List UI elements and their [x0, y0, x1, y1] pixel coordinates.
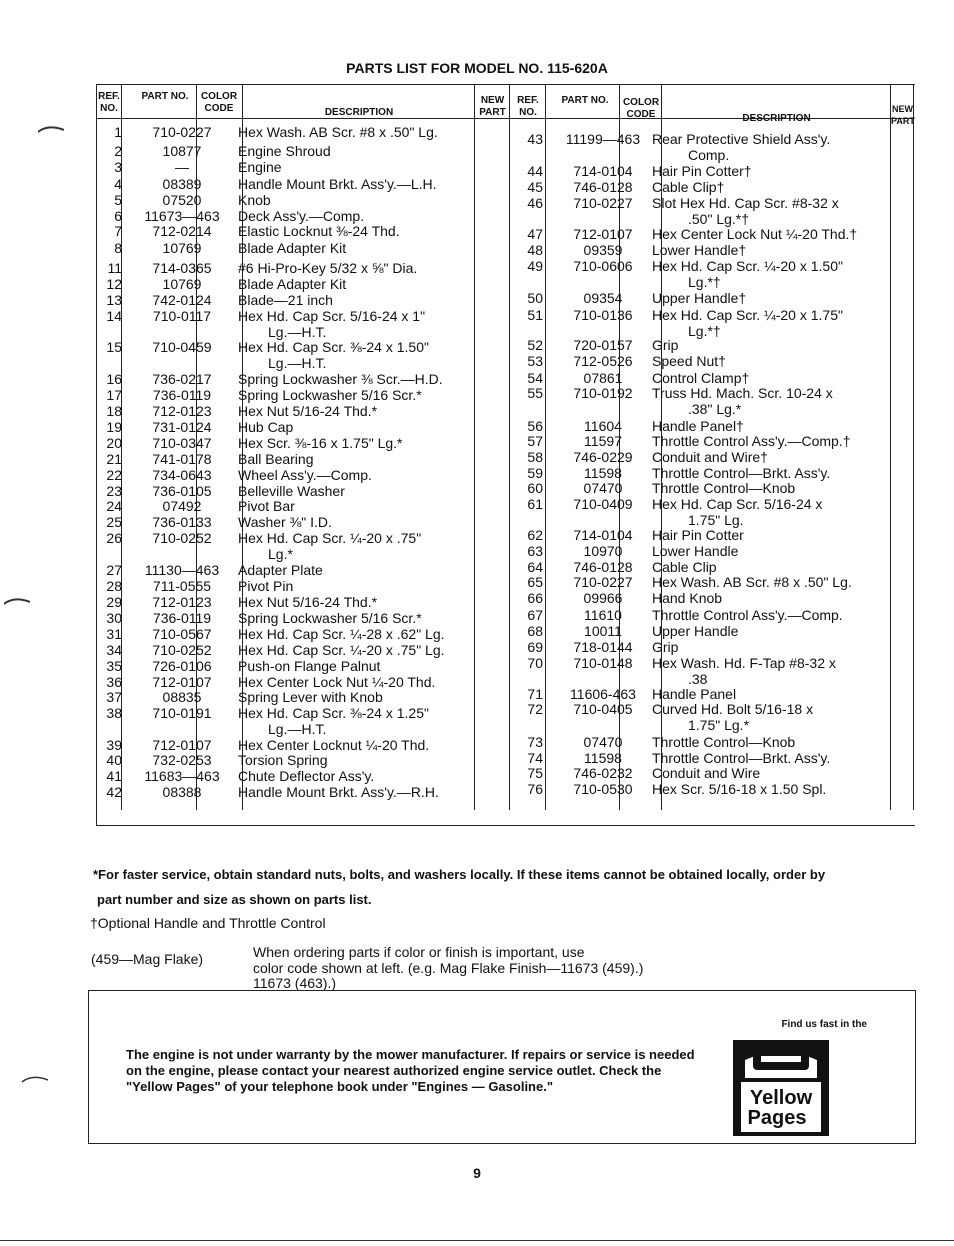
- warranty-text: The engine is not under warranty by the mower manufacturer. If repairs or service is needed: [126, 1047, 695, 1062]
- part-description: Hex Hd. Cap Scr. ¼-20 x 1.50": [652, 258, 843, 274]
- part-description: Knob: [238, 192, 271, 208]
- part-description: Handle Panel†: [652, 418, 744, 434]
- ref-number: 68: [527, 623, 543, 639]
- part-number: 08835: [162, 689, 202, 705]
- header-color: COLOR CODE: [200, 91, 238, 114]
- part-description: Ball Bearing: [238, 451, 314, 467]
- header-color: COLOR CODE: [622, 97, 660, 120]
- ref-number: 73: [527, 734, 543, 750]
- part-description: Spring Lockwasher ⅜ Scr.—H.D.: [238, 371, 443, 387]
- header-ref: REF. NO.: [98, 91, 120, 114]
- part-description: Hex Hd. Cap Scr. ¼-28 x .62" Lg.: [238, 626, 445, 642]
- part-number: 714-0365: [152, 260, 212, 276]
- part-description: #6 Hi-Pro-Key 5/32 x ⅝" Dia.: [238, 260, 418, 276]
- part-number: 07470: [583, 480, 623, 496]
- ref-number: 45: [527, 179, 543, 195]
- part-number: 08389: [162, 176, 202, 192]
- part-description: Spring Lever with Knob: [238, 689, 383, 705]
- part-description: Control Clamp†: [652, 370, 750, 386]
- ref-number: 56: [527, 418, 543, 434]
- part-description: Engine Shroud: [238, 143, 331, 159]
- part-description: Throttle Control—Knob: [652, 734, 796, 750]
- color-note: 11673 (463).): [253, 975, 337, 991]
- part-number: 09359: [583, 242, 623, 258]
- part-number: 710-0191: [152, 705, 212, 721]
- footnote-dagger: †Optional Handle and Throttle Control: [90, 915, 326, 931]
- ref-number: 54: [527, 370, 543, 386]
- warranty-text: on the engine, please contact your nearest authorized engine service outlet. Check the: [126, 1063, 662, 1078]
- ref-number: 6: [114, 208, 122, 224]
- part-number: 714-0104: [573, 163, 633, 179]
- part-number: 736-0133: [152, 514, 212, 530]
- page-title: PARTS LIST FOR MODEL NO. 115-620A: [346, 60, 608, 76]
- part-description: Hex Wash. Hd. F-Tap #8-32 x: [652, 655, 836, 671]
- part-description: Rear Protective Shield Ass'y.: [652, 131, 831, 147]
- part-description: Spring Lockwasher 5/16 Scr.*: [238, 387, 422, 403]
- header-part: PART NO.: [141, 91, 189, 102]
- part-number: 710-0459: [152, 339, 212, 355]
- part-number: 11673—463: [144, 208, 220, 224]
- part-description: Throttle Control Ass'y.—Comp.: [652, 607, 843, 623]
- part-number: 710-0192: [573, 385, 633, 401]
- part-description: Washer ⅜" I.D.: [238, 514, 332, 530]
- part-number: 07492: [162, 498, 202, 514]
- part-description: Hex Center Lock Nut ¼-20 Thd.†: [652, 226, 858, 242]
- part-number: 741-0178: [152, 451, 212, 467]
- ref-number: 8: [114, 240, 122, 256]
- part-description: Hex Center Locknut ¼-20 Thd.: [238, 737, 430, 753]
- ref-number: 16: [106, 371, 122, 387]
- ref-number: 34: [106, 642, 122, 658]
- part-description: Hex Hd. Cap Scr. ¼-20 x .75" Lg.: [238, 642, 445, 658]
- part-number: 746-0128: [573, 559, 633, 575]
- part-description: Spring Lockwasher 5/16 Scr.*: [238, 610, 422, 626]
- part-description: Hex Hd. Cap Scr. ¼-20 x 1.75": [652, 307, 843, 323]
- ref-number: 30: [106, 610, 122, 626]
- part-number: 10970: [583, 543, 623, 559]
- ref-number: 22: [106, 467, 122, 483]
- part-number: 710-0227: [573, 195, 633, 211]
- ref-number: 74: [527, 750, 543, 766]
- ref-number: 65: [527, 574, 543, 590]
- part-description: Upper Handle: [652, 623, 739, 639]
- part-number: 710-0117: [152, 308, 212, 324]
- part-description: Hex Hd. Cap Scr. ¼-20 x .75": [238, 530, 422, 546]
- part-number: 11130—463: [144, 562, 220, 578]
- part-description-cont: Lg.*: [268, 546, 293, 562]
- part-number: 736-0119: [152, 610, 212, 626]
- ref-number: 2: [114, 143, 122, 159]
- yellow-pages-logo: [731, 1038, 831, 1138]
- part-description: Handle Mount Brkt. Ass'y.—R.H.: [238, 784, 439, 800]
- ref-number: 50: [527, 290, 543, 306]
- part-description: Throttle Control—Knob: [652, 480, 796, 496]
- part-description: Cable Clip: [652, 559, 717, 575]
- header-desc: DESCRIPTION: [742, 113, 811, 124]
- ref-number: 49: [527, 258, 543, 274]
- col-rule: [545, 84, 546, 810]
- punch-mark: [22, 1074, 48, 1084]
- punch-mark: [38, 124, 64, 134]
- ref-number: 47: [527, 226, 543, 242]
- ref-number: 31: [106, 626, 122, 642]
- yellow-pages-logo-word: Yellow: [749, 1087, 813, 1109]
- header-desc: DESCRIPTION: [324, 107, 394, 118]
- ref-number: 44: [527, 163, 543, 179]
- yellow-pages-logo-word: Pages: [747, 1107, 807, 1129]
- page-number: 9: [473, 1165, 481, 1181]
- part-description: Engine: [238, 159, 282, 175]
- part-description: Cable Clip†: [652, 179, 725, 195]
- part-description: Push-on Flange Palnut: [238, 658, 381, 674]
- part-description-cont: 1.75" Lg.: [688, 512, 744, 528]
- part-description-cont: Lg.—H.T.: [268, 324, 327, 340]
- ref-number: 21: [106, 451, 122, 467]
- ref-number: 60: [527, 480, 543, 496]
- ref-number: 26: [106, 530, 122, 546]
- part-description: Hex Nut 5/16-24 Thd.*: [238, 594, 378, 610]
- part-description-cont: .50" Lg.*†: [688, 211, 750, 227]
- part-description: Slot Hex Hd. Cap Scr. #8-32 x: [652, 195, 839, 211]
- part-description-cont: Comp.: [688, 147, 730, 163]
- ref-number: 4: [114, 176, 122, 192]
- part-description: Grip: [652, 337, 679, 353]
- part-number: 718-0144: [573, 639, 633, 655]
- part-number: 10769: [162, 240, 202, 256]
- ref-number: 55: [527, 385, 543, 401]
- part-number: 08388: [162, 784, 202, 800]
- part-description: Hand Knob: [652, 590, 723, 606]
- ref-number: 35: [106, 658, 122, 674]
- part-description: Hub Cap: [238, 419, 294, 435]
- ref-number: 14: [106, 308, 122, 324]
- part-description-cont: Lg.*†: [688, 323, 721, 339]
- part-number: 10011: [584, 623, 622, 639]
- part-number: 11598: [584, 465, 622, 481]
- header-part: PART NO.: [561, 95, 609, 106]
- ref-number: 62: [527, 527, 543, 543]
- ref-number: 15: [106, 339, 122, 355]
- part-number: 11683—463: [144, 768, 220, 784]
- part-number: 09966: [583, 590, 623, 606]
- part-number: 726-0106: [152, 658, 212, 674]
- part-description: Hex Nut 5/16-24 Thd.*: [238, 403, 378, 419]
- part-number: 710-0567: [152, 626, 212, 642]
- part-number: 11199—463: [565, 131, 641, 147]
- part-description: Handle Mount Brkt. Ass'y.—L.H.: [238, 176, 437, 192]
- ref-number: 67: [527, 607, 543, 623]
- part-description: Hex Hd. Cap Scr. 5/16-24 x 1": [238, 308, 426, 324]
- ref-number: 48: [527, 242, 543, 258]
- ref-number: 40: [106, 752, 122, 768]
- part-number: 712-0107: [152, 674, 212, 690]
- part-description: Torsion Spring: [238, 752, 328, 768]
- ref-number: 43: [527, 131, 543, 147]
- ref-number: 58: [527, 449, 543, 465]
- part-number: 714-0104: [573, 527, 633, 543]
- part-number: 710-0148: [573, 655, 633, 671]
- part-number: 11598: [584, 750, 622, 766]
- ref-number: 23: [106, 483, 122, 499]
- ref-number: 70: [527, 655, 543, 671]
- part-number: 712-0123: [152, 403, 212, 419]
- ref-number: 51: [527, 307, 543, 323]
- part-description-cont: .38" Lg.*: [688, 401, 742, 417]
- ref-number: 41: [106, 768, 122, 784]
- part-number: 731-0124: [152, 419, 212, 435]
- ref-number: 66: [527, 590, 543, 606]
- part-description: Belleville Washer: [238, 483, 345, 499]
- col-rule: [913, 84, 914, 810]
- footnote-asterisk-cont: part number and size as shown on parts list.: [97, 892, 372, 907]
- part-description: Hex Wash. AB Scr. #8 x .50" Lg.: [652, 574, 852, 590]
- part-description: Handle Panel: [652, 686, 737, 702]
- part-number: 11610: [584, 607, 622, 623]
- part-description-cont: Lg.—H.T.: [268, 721, 327, 737]
- ref-number: 11: [107, 260, 122, 276]
- part-description: Elastic Locknut ⅜-24 Thd.: [238, 223, 400, 239]
- ref-number: 1: [114, 124, 122, 140]
- part-number: 712-0123: [152, 594, 212, 610]
- part-number: 736-0119: [152, 387, 212, 403]
- part-description: Upper Handle†: [652, 290, 747, 306]
- color-note: When ordering parts if color or finish is important, use: [253, 944, 585, 960]
- bottom-rule: [0, 1240, 954, 1241]
- part-description-cont: .38: [688, 671, 708, 687]
- part-description: Grip: [652, 639, 679, 655]
- part-number: 712-0526: [573, 353, 633, 369]
- ref-number: 27: [106, 562, 122, 578]
- part-description: Conduit and Wire†: [652, 449, 768, 465]
- part-description: Blade—21 inch: [238, 292, 333, 308]
- ref-number: 46: [527, 195, 543, 211]
- ref-number: 28: [106, 578, 122, 594]
- part-description-cont: Lg.*†: [688, 274, 721, 290]
- part-description: Throttle Control—Brkt. Ass'y.: [652, 750, 831, 766]
- part-description: Hex Scr. ⅜-16 x 1.75" Lg.*: [238, 435, 403, 451]
- part-number: 742-0124: [152, 292, 212, 308]
- header-ref: REF. NO.: [517, 95, 539, 118]
- part-description: Speed Nut†: [652, 353, 726, 369]
- part-number: 710-0405: [573, 701, 633, 717]
- part-description: Hex Hd. Cap Scr. ⅜-24 x 1.50": [238, 339, 429, 355]
- part-number: 712-0107: [573, 226, 633, 242]
- yellow-pages-caption: Find us fast in the: [781, 1019, 867, 1030]
- part-description: Blade Adapter Kit: [238, 240, 347, 256]
- part-number: 736-0217: [152, 371, 212, 387]
- ref-number: 17: [106, 387, 122, 403]
- part-number: 710-0227: [573, 574, 633, 590]
- part-description: Hair Pin Cotter†: [652, 163, 752, 179]
- part-number: 10877: [162, 143, 202, 159]
- col-rule: [474, 84, 475, 810]
- ref-number: 76: [527, 781, 543, 797]
- ref-number: 20: [106, 435, 122, 451]
- part-number: 07470: [583, 734, 623, 750]
- part-description: Hex Center Lock Nut ¼-20 Thd.: [238, 674, 436, 690]
- part-number: 732-0253: [152, 752, 212, 768]
- ref-number: 72: [527, 701, 543, 717]
- ref-number: 64: [527, 559, 543, 575]
- part-number: 746-0128: [573, 179, 633, 195]
- part-description: Blade Adapter Kit: [238, 276, 347, 292]
- ref-number: 19: [106, 419, 122, 435]
- part-number: —: [175, 159, 189, 175]
- ref-number: 59: [527, 465, 543, 481]
- ref-number: 5: [114, 192, 122, 208]
- part-number: 746-0229: [573, 449, 633, 465]
- part-number: 710-0227: [152, 124, 212, 140]
- part-description: Curved Hd. Bolt 5/16-18 x: [652, 701, 814, 717]
- part-number: 710-0530: [573, 781, 633, 797]
- ref-number: 71: [527, 686, 543, 702]
- color-note: color code shown at left. (e.g. Mag Flake Finish—11673 (459).): [253, 960, 644, 976]
- ref-number: 39: [106, 737, 122, 753]
- punch-mark: [4, 596, 30, 606]
- part-number: 710-0347: [152, 435, 212, 451]
- part-number: 736-0105: [152, 483, 212, 499]
- part-description: Adapter Plate: [238, 562, 323, 578]
- part-number: 07520: [162, 192, 202, 208]
- part-description: Truss Hd. Mach. Scr. 10-24 x: [652, 385, 833, 401]
- part-description: Hex Hd. Cap Scr. 5/16-24 x: [652, 496, 823, 512]
- part-description: Deck Ass'y.—Comp.: [238, 208, 365, 224]
- part-description: Wheel Ass'y.—Comp.: [238, 467, 372, 483]
- part-description: Pivot Bar: [238, 498, 295, 514]
- part-number: 09354: [583, 290, 623, 306]
- part-number: 710-0136: [573, 307, 633, 323]
- part-number: 712-0214: [152, 223, 212, 239]
- part-description: Conduit and Wire: [652, 765, 761, 781]
- ref-number: 42: [106, 784, 122, 800]
- part-number: 11606-463: [570, 686, 636, 702]
- ref-number: 57: [527, 433, 543, 449]
- footnote-asterisk: *For faster service, obtain standard nuts, bolts, and washers locally. If these items cannot be obtained locally, order by: [93, 867, 826, 882]
- part-description-cont: Lg.—H.T.: [268, 355, 327, 371]
- ref-number: 25: [106, 514, 122, 530]
- part-number: 720-0157: [573, 337, 633, 353]
- part-description: Hex Wash. AB Scr. #8 x .50" Lg.: [238, 124, 438, 140]
- ref-number: 24: [106, 498, 122, 514]
- part-number: 711-0555: [152, 578, 212, 594]
- part-description: Hex Hd. Cap Scr. ⅜-24 x 1.25": [238, 705, 429, 721]
- part-description: Throttle Control—Brkt. Ass'y.: [652, 465, 831, 481]
- part-number: 710-0606: [573, 258, 633, 274]
- ref-number: 37: [106, 689, 122, 705]
- ref-number: 38: [106, 705, 122, 721]
- part-description: Chute Deflector Ass'y.: [238, 768, 375, 784]
- ref-number: 13: [106, 292, 122, 308]
- part-number: 11597: [584, 433, 622, 449]
- ref-number: 69: [527, 639, 543, 655]
- col-rule: [890, 84, 891, 810]
- part-number: 07861: [583, 370, 623, 386]
- part-description-cont: 1.75" Lg.*: [688, 717, 750, 733]
- part-description: Throttle Control Ass'y.—Comp.†: [652, 433, 851, 449]
- header-new: NEW PART: [891, 104, 915, 126]
- ref-number: 63: [527, 543, 543, 559]
- part-number: 11604: [584, 418, 622, 434]
- part-number: 746-0232: [573, 765, 633, 781]
- part-number: 710-0409: [573, 496, 633, 512]
- ref-number: 7: [114, 223, 122, 239]
- ref-number: 53: [527, 353, 543, 369]
- ref-number: 29: [106, 594, 122, 610]
- part-number: 734-0643: [152, 467, 212, 483]
- ref-number: 12: [106, 276, 122, 292]
- ref-number: 18: [106, 403, 122, 419]
- part-number: 710-0252: [152, 642, 212, 658]
- ref-number: 52: [527, 337, 543, 353]
- part-description: Hair Pin Cotter: [652, 527, 744, 543]
- part-description: Lower Handle†: [652, 242, 747, 258]
- warranty-text: "Yellow Pages" of your telephone book under "Engines — Gasoline.": [126, 1079, 554, 1094]
- ref-number: 36: [106, 674, 122, 690]
- ref-number: 61: [527, 496, 543, 512]
- part-number: 10769: [162, 276, 202, 292]
- header-new: NEW PART: [479, 95, 506, 118]
- part-description: Lower Handle: [652, 543, 739, 559]
- ref-number: 3: [114, 159, 122, 175]
- part-number: 710-0252: [152, 530, 212, 546]
- color-code-label: (459—Mag Flake): [91, 951, 204, 967]
- part-number: 712-0107: [152, 737, 212, 753]
- part-description: Hex Scr. 5/16-18 x 1.50 Spl.: [652, 781, 827, 797]
- part-description: Pivot Pin: [238, 578, 294, 594]
- ref-number: 75: [527, 765, 543, 781]
